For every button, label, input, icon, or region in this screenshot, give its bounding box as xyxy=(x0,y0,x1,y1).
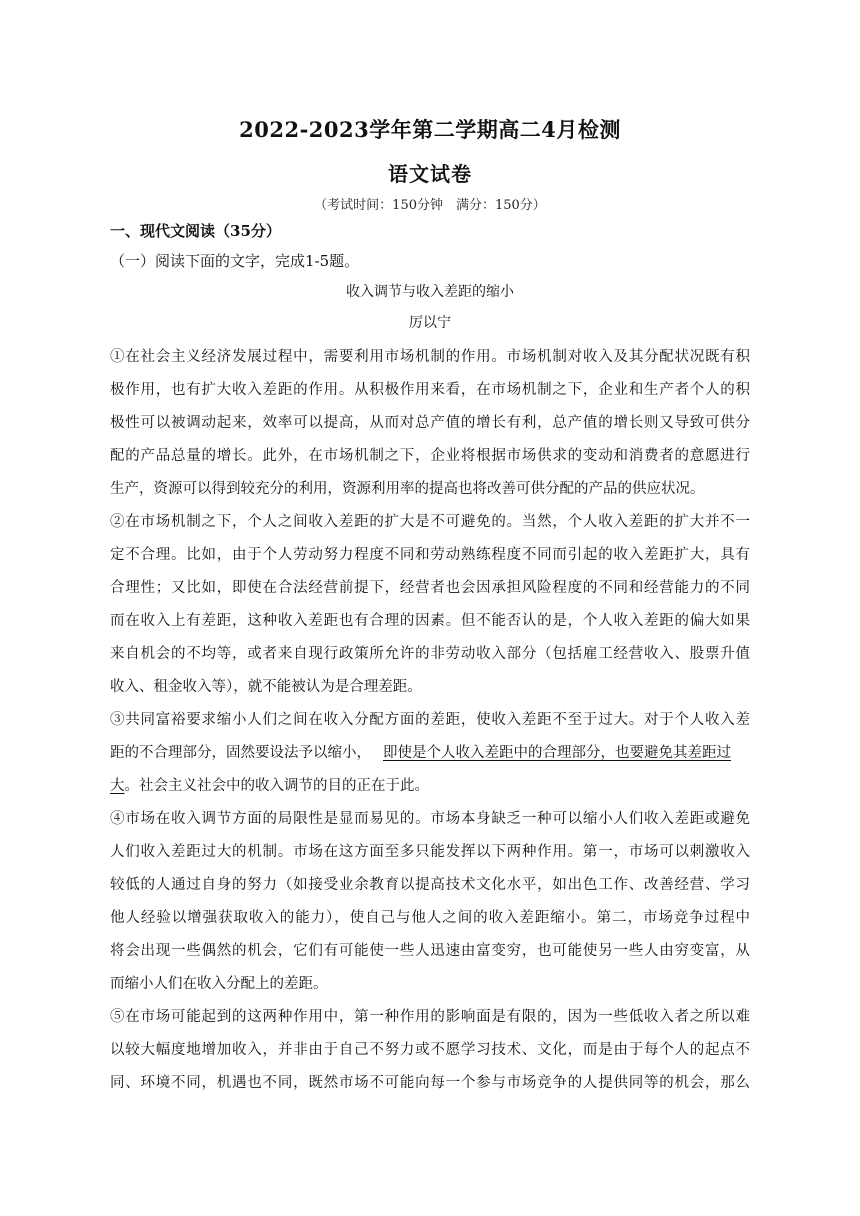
text-segment: 。社会主义社会中的收入调节的目的正在于此。 xyxy=(124,778,429,794)
text-line: 他人经验以增强获取收入的能力），使自己与他人之间的收入差距缩小。第二，市场竞争过程中 xyxy=(110,910,750,926)
underlined-sentence: 即使是个人收入差距中的合理部分，也要避免其差距过 xyxy=(383,745,731,761)
text-line: ⑤在市场可能起到的这两种作用中，第一种作用的影响面是有限的，因为一些低收入者之所以难 xyxy=(110,1009,750,1025)
text-line: 定不合理。比如，由于个人劳动努力程度不同和劳动熟练程度不同而引起的收入差距扩大，具有 xyxy=(110,547,750,563)
text-segment: 距的不合理部分，固然要设法予以缩小， xyxy=(110,745,371,761)
reading-instruction: （一）阅读下面的文字，完成1-5题。 xyxy=(110,252,360,270)
text-line: 较低的人通过自身的努力（如接受业余教育以提高技术文化水平，如出色工作、改善经营、学习 xyxy=(110,877,750,893)
text-line: 极性可以被调动起来，效率可以提高，从而对总产值的增长有利，总产值的增长则又导致可供分 xyxy=(110,415,750,431)
text-line: 来自机会的不均等，或者来自现行政策所允许的非劳动收入部分（包括雇工经营收入、股票升值 xyxy=(110,646,750,662)
exam-title: 2022-2023学年第二学期高二4月检测 xyxy=(239,117,621,142)
text-line: ①在社会主义经济发展过程中，需要利用市场机制的作用。市场机制对收入及其分配状况既有积 xyxy=(110,349,750,365)
underlined-sentence-end: 大 xyxy=(110,778,125,794)
text-line: 以较大幅度地增加收入，并非由于自己不努力或不愿学习技术、文化，而是由于每个人的起点不 xyxy=(110,1042,750,1058)
text-line: ③共同富裕要求缩小人们之间在收入分配方面的差距，使收入差距不至于过大。对于个人收入差 xyxy=(110,712,750,728)
article-title: 收入调节与收入差距的缩小 xyxy=(346,284,514,300)
text-line: 极作用，也有扩大收入差距的作用。从积极作用来看，在市场机制之下，企业和生产者个人的积 xyxy=(110,382,750,398)
text-line-mixed xyxy=(110,737,750,770)
article-author: 厉以宁 xyxy=(409,315,451,331)
article-body xyxy=(110,341,750,1100)
exam-time-score: （考试时间：150分钟 满分：150分） xyxy=(314,198,546,213)
text-line: 同、环境不同，机遇也不同，既然市场不可能向每一个参与市场竞争的人提供同等的机会，那么 xyxy=(110,1075,750,1091)
text-line: 将会出现一些偶然的机会，它们有可能使一些人迅速由富变穷，也可能使另一些人由穷变富，从 xyxy=(110,943,750,959)
text-line: 人们收入差距过大的机制。市场在这方面至多只能发挥以下两种作用。第一，市场可以刺激收入 xyxy=(110,844,750,860)
text-line: ④市场在收入调节方面的局限性是显而易见的。市场本身缺乏一种可以缩小人们收入差距或避免 xyxy=(110,811,750,827)
text-line: ②在市场机制之下，个人之间收入差距的扩大是不可避免的。当然，个人收入差距的扩大并不一 xyxy=(110,514,750,530)
text-line-mixed xyxy=(110,770,750,803)
text-line: 合理性；又比如，即使在合法经营前提下，经营者也会因承担风险程度的不同和经营能力的不同 xyxy=(110,580,750,596)
text-line: 而缩小人们在收入分配上的差距。 xyxy=(110,976,328,992)
exam-subtitle: 语文试卷 xyxy=(388,162,472,186)
text-line: 收入、租金收入等），就不能被认为是合理差距。 xyxy=(110,679,422,695)
text-line: 而在收入上有差距，这种收入差距也有合理的因素。但不能否认的是，个人收入差距的偏大如果 xyxy=(110,613,750,629)
text-line: 生产，资源可以得到较充分的利用，资源利用率的提高也将改善可供分配的产品的供应状况。 xyxy=(110,481,705,497)
text-line: 配的产品总量的增长。此外，在市场机制之下，企业将根据市场供求的变动和消费者的意愿进行 xyxy=(110,448,750,464)
section-heading: 一、现代文阅读（35分） xyxy=(110,222,281,240)
